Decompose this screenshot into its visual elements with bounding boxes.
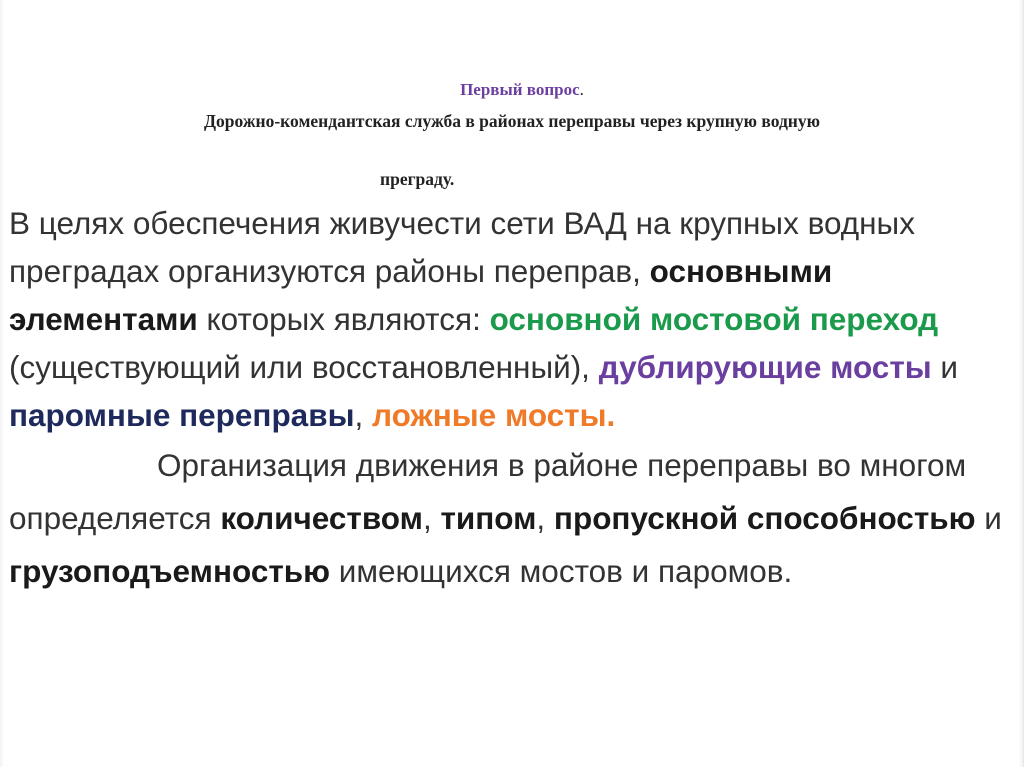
p2-text-comma-2: ,	[536, 500, 554, 536]
p1-navy-ferry-crossings: паромные переправы	[9, 397, 355, 433]
p1-bold-main-elements: основными элементами	[9, 253, 833, 337]
slide-body	[9, 199, 1017, 598]
p1-text-intro: В целях обеспечения живучести сети ВАД на крупных водных преградах организуются районы переправ,	[9, 205, 915, 289]
p2-text-ending: имеющихся мостов и паромов.	[330, 553, 793, 589]
question-title-text: Первый вопрос	[460, 80, 580, 99]
p1-purple-duplicate-bridges: дублирующие мосты	[598, 349, 932, 385]
p2-bold-type: типом	[440, 500, 537, 536]
p1-orange-false-bridges: ложные мосты.	[372, 397, 616, 433]
paragraph-1	[9, 199, 1017, 439]
p2-text-comma-1: ,	[422, 500, 441, 536]
question-title-dot: .	[579, 80, 584, 99]
p1-text-comma: ,	[354, 397, 372, 433]
paragraph-2	[9, 439, 1017, 598]
p2-text-intro: Организация движения в районе переправы во многом определяется	[9, 447, 967, 536]
p1-text-and: и	[931, 349, 959, 385]
p2-bold-throughput: пропускной способностью	[553, 500, 976, 536]
question-title	[0, 80, 1024, 100]
p2-bold-load-capacity: грузоподъемностью	[9, 553, 331, 589]
p1-text-which-are: которых являются:	[197, 301, 490, 337]
p1-green-main-bridge-crossing: основной мостовой переход	[489, 301, 939, 337]
p1-text-existing-or-restored: (существующий или восстановленный),	[9, 349, 599, 385]
p2-text-and: и	[975, 500, 1002, 536]
p2-bold-quantity: количеством	[220, 500, 423, 536]
subtitle-line-2: преграду.	[380, 169, 455, 189]
subtitle-line-1: Дорожно-комендантская служба в районах переправы через крупную водную	[203, 111, 821, 131]
